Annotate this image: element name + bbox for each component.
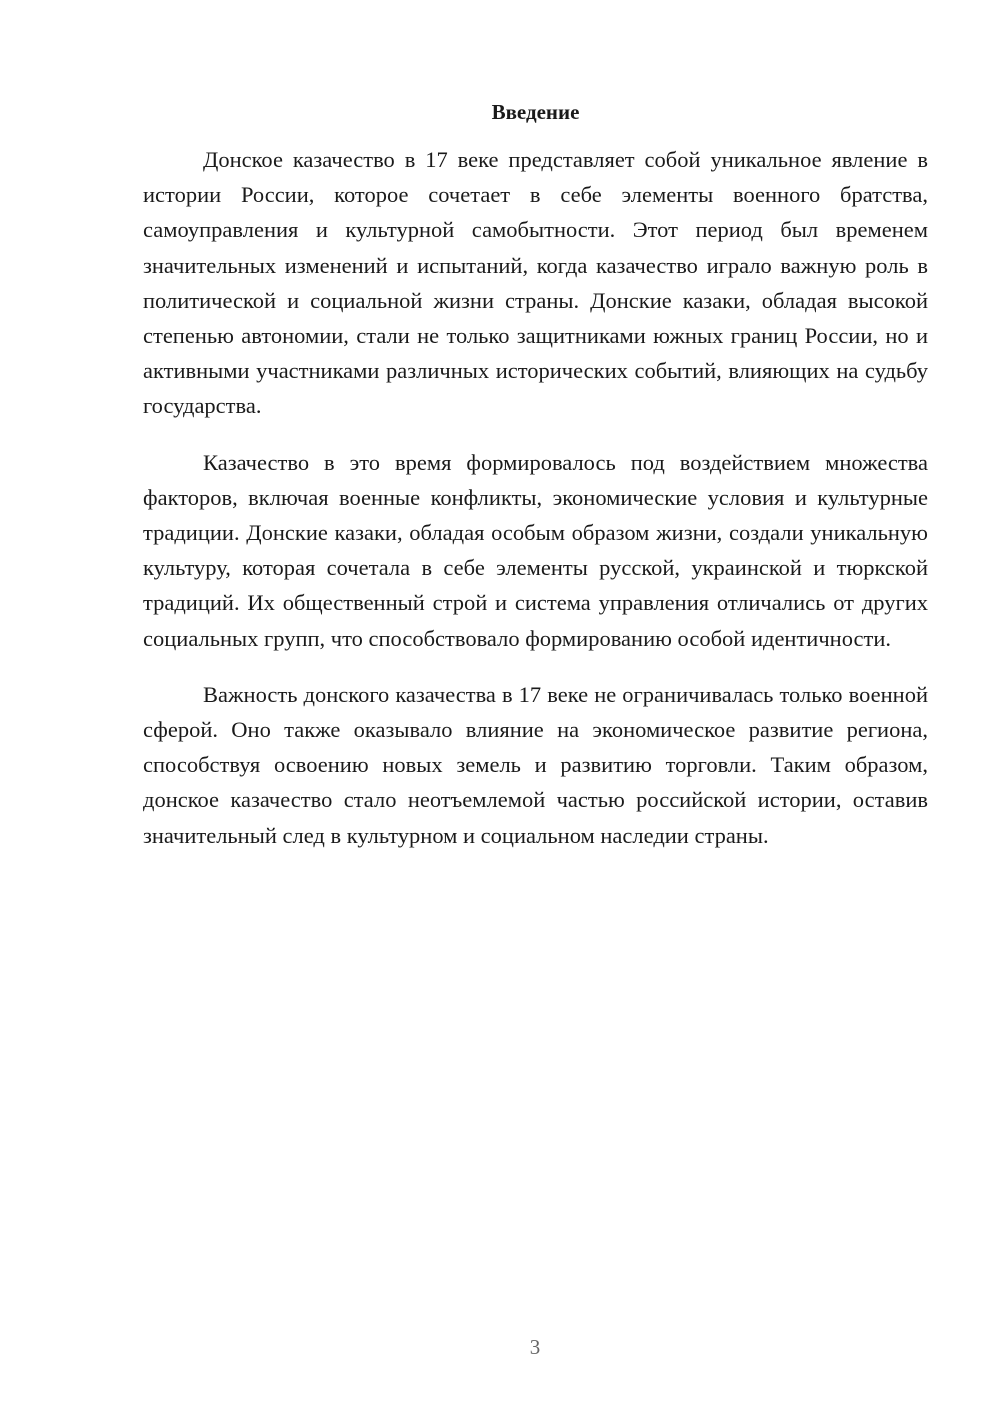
paragraph-1: Донское казачество в 17 веке представляет собой уникальное явление в истории России, которое сочетает в себе элементы военного братства, самоуправления и культурной самобытности. Этот период был временем значительных изменений и испытаний, когда казачество играло важную роль в политической и социальной жизни страны. Донские казаки, обладая высокой степенью автономии, стали не только защитниками южных границ России, но и активными участниками различных исторических событий, влияющих на судьбу государства. [143,147,928,419]
body-text [143,142,928,874]
paragraph-3: Важность донского казачества в 17 веке не ограничивалась только военной сферой. Оно также оказывало влияние на экономическое развитие региона, способствуя освоению новых земель и развитию торговли. Таким образом, донское казачество стало неотъемлемой частью российской истории, оставив значительный след в культурном и социальном наследии страны. [143,681,928,848]
paragraph-2: Казачество в это время формировалось под воздействием множества факторов, включая военные конфликты, экономические условия и культурные традиции. Донские казаки, обладая особым образом жизни, создали уникальную культуру, которая сочетала в себе элементы русской, украинской и тюркской традиций. Их общественный строй и система управления отличались от других социальных групп, что способствовало формированию особой идентичности. [143,449,928,651]
section-heading: Введение [491,100,580,124]
page-number: 3 [529,1335,541,1359]
